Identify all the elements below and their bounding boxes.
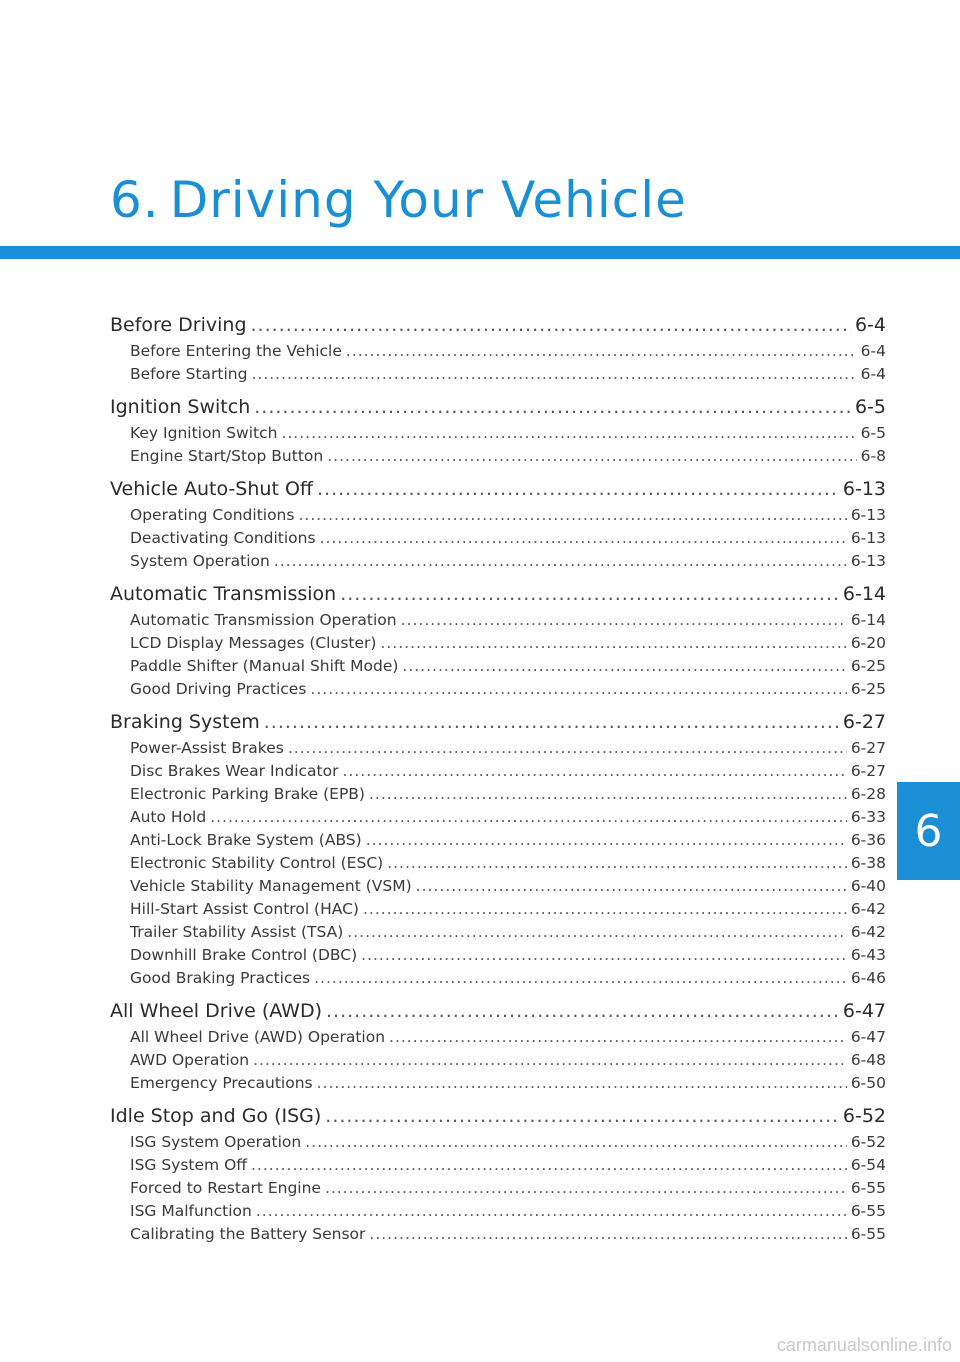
- leader-dots: [254, 392, 851, 422]
- toc-subentry-title: ISG System Operation: [130, 1133, 302, 1151]
- toc-section: [110, 474, 886, 573]
- leader-dots: [380, 632, 846, 655]
- toc-entry-sub[interactable]: [110, 1049, 886, 1072]
- leader-dots: [305, 1131, 847, 1154]
- toc-entry-sub[interactable]: [110, 550, 886, 573]
- leader-dots: [369, 1223, 846, 1246]
- toc-subentry-title: Anti-Lock Brake System (ABS): [130, 831, 362, 849]
- toc-section: [110, 310, 886, 386]
- leader-dots: [310, 678, 846, 701]
- leader-dots: [389, 1026, 847, 1049]
- toc-entry-sub[interactable]: [110, 655, 886, 678]
- toc-subentry-title: Emergency Precautions: [130, 1074, 313, 1092]
- leader-dots: [402, 655, 846, 678]
- toc-entry-title: Idle Stop and Go (ISG): [110, 1105, 322, 1127]
- leader-dots: [326, 996, 839, 1026]
- toc-entry-sub[interactable]: [110, 967, 886, 990]
- toc-page-number: 6-20: [850, 634, 886, 652]
- chapter-title: [110, 170, 687, 230]
- toc-entry-main[interactable]: [110, 474, 886, 504]
- leader-dots: [281, 422, 856, 445]
- toc-page-number: 6-13: [850, 552, 886, 570]
- toc-section: [110, 1101, 886, 1246]
- toc-page-number: 6-27: [850, 739, 886, 757]
- leader-dots: [327, 445, 856, 468]
- toc-entry-sub[interactable]: [110, 1131, 886, 1154]
- toc-subentry-title: LCD Display Messages (Cluster): [130, 634, 377, 652]
- leader-dots: [253, 1049, 847, 1072]
- chapter-number: 6.: [110, 171, 160, 229]
- toc-page-number: 6-48: [850, 1051, 886, 1069]
- leader-dots: [256, 1200, 847, 1223]
- toc-entry-sub[interactable]: [110, 678, 886, 701]
- leader-dots: [320, 527, 847, 550]
- toc-entry-sub[interactable]: [110, 1200, 886, 1223]
- toc-subentry-title: Electronic Stability Control (ESC): [130, 854, 384, 872]
- toc-entry-sub[interactable]: [110, 875, 886, 898]
- leader-dots: [251, 363, 856, 386]
- toc-entry-sub[interactable]: [110, 760, 886, 783]
- toc-subentry-title: Forced to Restart Engine: [130, 1179, 321, 1197]
- toc-subentry-title: Downhill Brake Control (DBC): [130, 946, 358, 964]
- toc-entry-sub[interactable]: [110, 445, 886, 468]
- toc-page-number: 6-42: [850, 923, 886, 941]
- toc-page-number: 6-55: [850, 1202, 886, 1220]
- toc-entry-title: Automatic Transmission: [110, 583, 337, 605]
- leader-dots: [363, 898, 847, 921]
- toc-subentry-title: Electronic Parking Brake (EPB): [130, 785, 365, 803]
- toc-page-number: 6-43: [850, 946, 886, 964]
- leader-dots: [325, 1177, 847, 1200]
- toc-entry-sub[interactable]: [110, 422, 886, 445]
- toc-section: [110, 579, 886, 701]
- leader-dots: [346, 340, 857, 363]
- toc-entry-sub[interactable]: [110, 829, 886, 852]
- toc-subentry-title: Engine Start/Stop Button: [130, 447, 324, 465]
- leader-dots: [264, 707, 839, 737]
- toc-section: [110, 996, 886, 1095]
- toc-page-number: 6-13: [842, 478, 886, 500]
- toc-entry-sub[interactable]: [110, 1177, 886, 1200]
- leader-dots: [317, 1072, 847, 1095]
- toc-entry-sub[interactable]: [110, 921, 886, 944]
- toc-page-number: 6-25: [850, 657, 886, 675]
- toc-entry-sub[interactable]: [110, 1223, 886, 1246]
- toc-page-number: 6-33: [850, 808, 886, 826]
- toc-page-number: 6-47: [842, 1000, 886, 1022]
- toc-page-number: 6-50: [850, 1074, 886, 1092]
- toc-page-number: 6-8: [860, 447, 886, 465]
- toc-subentry-title: Auto Hold: [130, 808, 207, 826]
- toc-entry-main[interactable]: [110, 310, 886, 340]
- toc-entry-main[interactable]: [110, 579, 886, 609]
- toc-section: [110, 707, 886, 990]
- leader-dots: [387, 852, 847, 875]
- toc-entry-sub[interactable]: [110, 944, 886, 967]
- chapter-title-text: Driving Your Vehicle: [169, 171, 687, 229]
- toc-entry-sub[interactable]: [110, 783, 886, 806]
- toc-page-number: 6-25: [850, 680, 886, 698]
- leader-dots: [325, 1101, 839, 1131]
- toc-page-number: 6-42: [850, 900, 886, 918]
- toc-subentry-title: Before Starting: [130, 365, 248, 383]
- toc-entry-title: Braking System: [110, 711, 260, 733]
- chapter-tab[interactable]: 6: [897, 782, 960, 880]
- toc-entry-main[interactable]: [110, 996, 886, 1026]
- toc-subentry-title: Key Ignition Switch: [130, 424, 278, 442]
- leader-dots: [416, 875, 847, 898]
- leader-dots: [366, 829, 847, 852]
- toc-subentry-title: Vehicle Stability Management (VSM): [130, 877, 412, 895]
- toc-entry-sub[interactable]: [110, 527, 886, 550]
- toc-subentry-title: Disc Brakes Wear Indicator: [130, 762, 339, 780]
- toc-subentry-title: ISG Malfunction: [130, 1202, 252, 1220]
- leader-dots: [317, 474, 839, 504]
- leader-dots: [288, 737, 847, 760]
- toc-subentry-title: Automatic Transmission Operation: [130, 611, 397, 629]
- toc-subentry-title: Deactivating Conditions: [130, 529, 316, 547]
- toc-entry-sub[interactable]: [110, 737, 886, 760]
- toc-entry-sub[interactable]: [110, 363, 886, 386]
- toc-page-number: 6-40: [850, 877, 886, 895]
- toc-subentry-title: Before Entering the Vehicle: [130, 342, 342, 360]
- toc-page-number: 6-5: [854, 396, 886, 418]
- toc-page-number: 6-14: [850, 611, 886, 629]
- toc-page-number: 6-36: [850, 831, 886, 849]
- toc-subentry-title: Operating Conditions: [130, 506, 295, 524]
- toc-page-number: 6-54: [850, 1156, 886, 1174]
- leader-dots: [401, 609, 847, 632]
- toc-entry-main[interactable]: [110, 707, 886, 737]
- toc-subentry-title: ISG System Off: [130, 1156, 247, 1174]
- toc-subentry-title: Paddle Shifter (Manual Shift Mode): [130, 657, 399, 675]
- toc-page-number: 6-4: [860, 365, 886, 383]
- title-rule: [0, 246, 960, 259]
- toc-entry-title: Ignition Switch: [110, 396, 251, 418]
- toc-page-number: 6-52: [842, 1105, 886, 1127]
- leader-dots: [251, 1154, 847, 1177]
- toc-entry-sub[interactable]: [110, 1072, 886, 1095]
- toc-entry-sub[interactable]: [110, 806, 886, 829]
- toc-entry-sub[interactable]: [110, 609, 886, 632]
- leader-dots: [342, 760, 846, 783]
- toc-page-number: 6-27: [842, 711, 886, 733]
- leader-dots: [314, 967, 847, 990]
- toc-page-number: 6-52: [850, 1133, 886, 1151]
- leader-dots: [361, 944, 847, 967]
- toc-subentry-title: Hill-Start Assist Control (HAC): [130, 900, 359, 918]
- toc-page-number: 6-13: [850, 506, 886, 524]
- toc-page-number: 6-4: [860, 342, 886, 360]
- toc-entry-title: Vehicle Auto-Shut Off: [110, 478, 313, 500]
- leader-dots: [369, 783, 847, 806]
- toc-entry-main[interactable]: [110, 392, 886, 422]
- toc-page-number: 6-55: [850, 1225, 886, 1243]
- toc-entry-sub[interactable]: [110, 1154, 886, 1177]
- watermark: carmanualsonline.info: [776, 1335, 952, 1355]
- toc-entry-sub[interactable]: [110, 504, 886, 527]
- toc-entry-main[interactable]: [110, 1101, 886, 1131]
- toc-page-number: 6-27: [850, 762, 886, 780]
- toc-entry-title: All Wheel Drive (AWD): [110, 1000, 323, 1022]
- leader-dots: [210, 806, 847, 829]
- toc-page-number: 6-46: [850, 969, 886, 987]
- toc-entry-sub[interactable]: [110, 632, 886, 655]
- toc-page-number: 6-13: [850, 529, 886, 547]
- toc-page-number: 6-5: [860, 424, 886, 442]
- leader-dots: [251, 310, 851, 340]
- toc-subentry-title: Calibrating the Battery Sensor: [130, 1225, 366, 1243]
- toc-subentry-title: Good Braking Practices: [130, 969, 311, 987]
- toc-subentry-title: Good Driving Practices: [130, 680, 307, 698]
- table-of-contents: [110, 310, 886, 1252]
- leader-dots: [340, 579, 839, 609]
- toc-entry-sub[interactable]: [110, 1026, 886, 1049]
- toc-entry-sub[interactable]: [110, 340, 886, 363]
- leader-dots: [298, 504, 846, 527]
- toc-entry-title: Before Driving: [110, 314, 247, 336]
- toc-subentry-title: Trailer Stability Assist (TSA): [130, 923, 344, 941]
- toc-subentry-title: Power-Assist Brakes: [130, 739, 284, 757]
- toc-page-number: 6-14: [842, 583, 886, 605]
- toc-subentry-title: System Operation: [130, 552, 270, 570]
- toc-subentry-title: AWD Operation: [130, 1051, 250, 1069]
- toc-page-number: 6-28: [850, 785, 886, 803]
- toc-subentry-title: All Wheel Drive (AWD) Operation: [130, 1028, 386, 1046]
- toc-entry-sub[interactable]: [110, 852, 886, 875]
- toc-page-number: 6-55: [850, 1179, 886, 1197]
- toc-page-number: 6-47: [850, 1028, 886, 1046]
- toc-page-number: 6-38: [850, 854, 886, 872]
- toc-section: [110, 392, 886, 468]
- toc-page-number: 6-4: [854, 314, 886, 336]
- toc-entry-sub[interactable]: [110, 898, 886, 921]
- leader-dots: [274, 550, 847, 573]
- leader-dots: [347, 921, 847, 944]
